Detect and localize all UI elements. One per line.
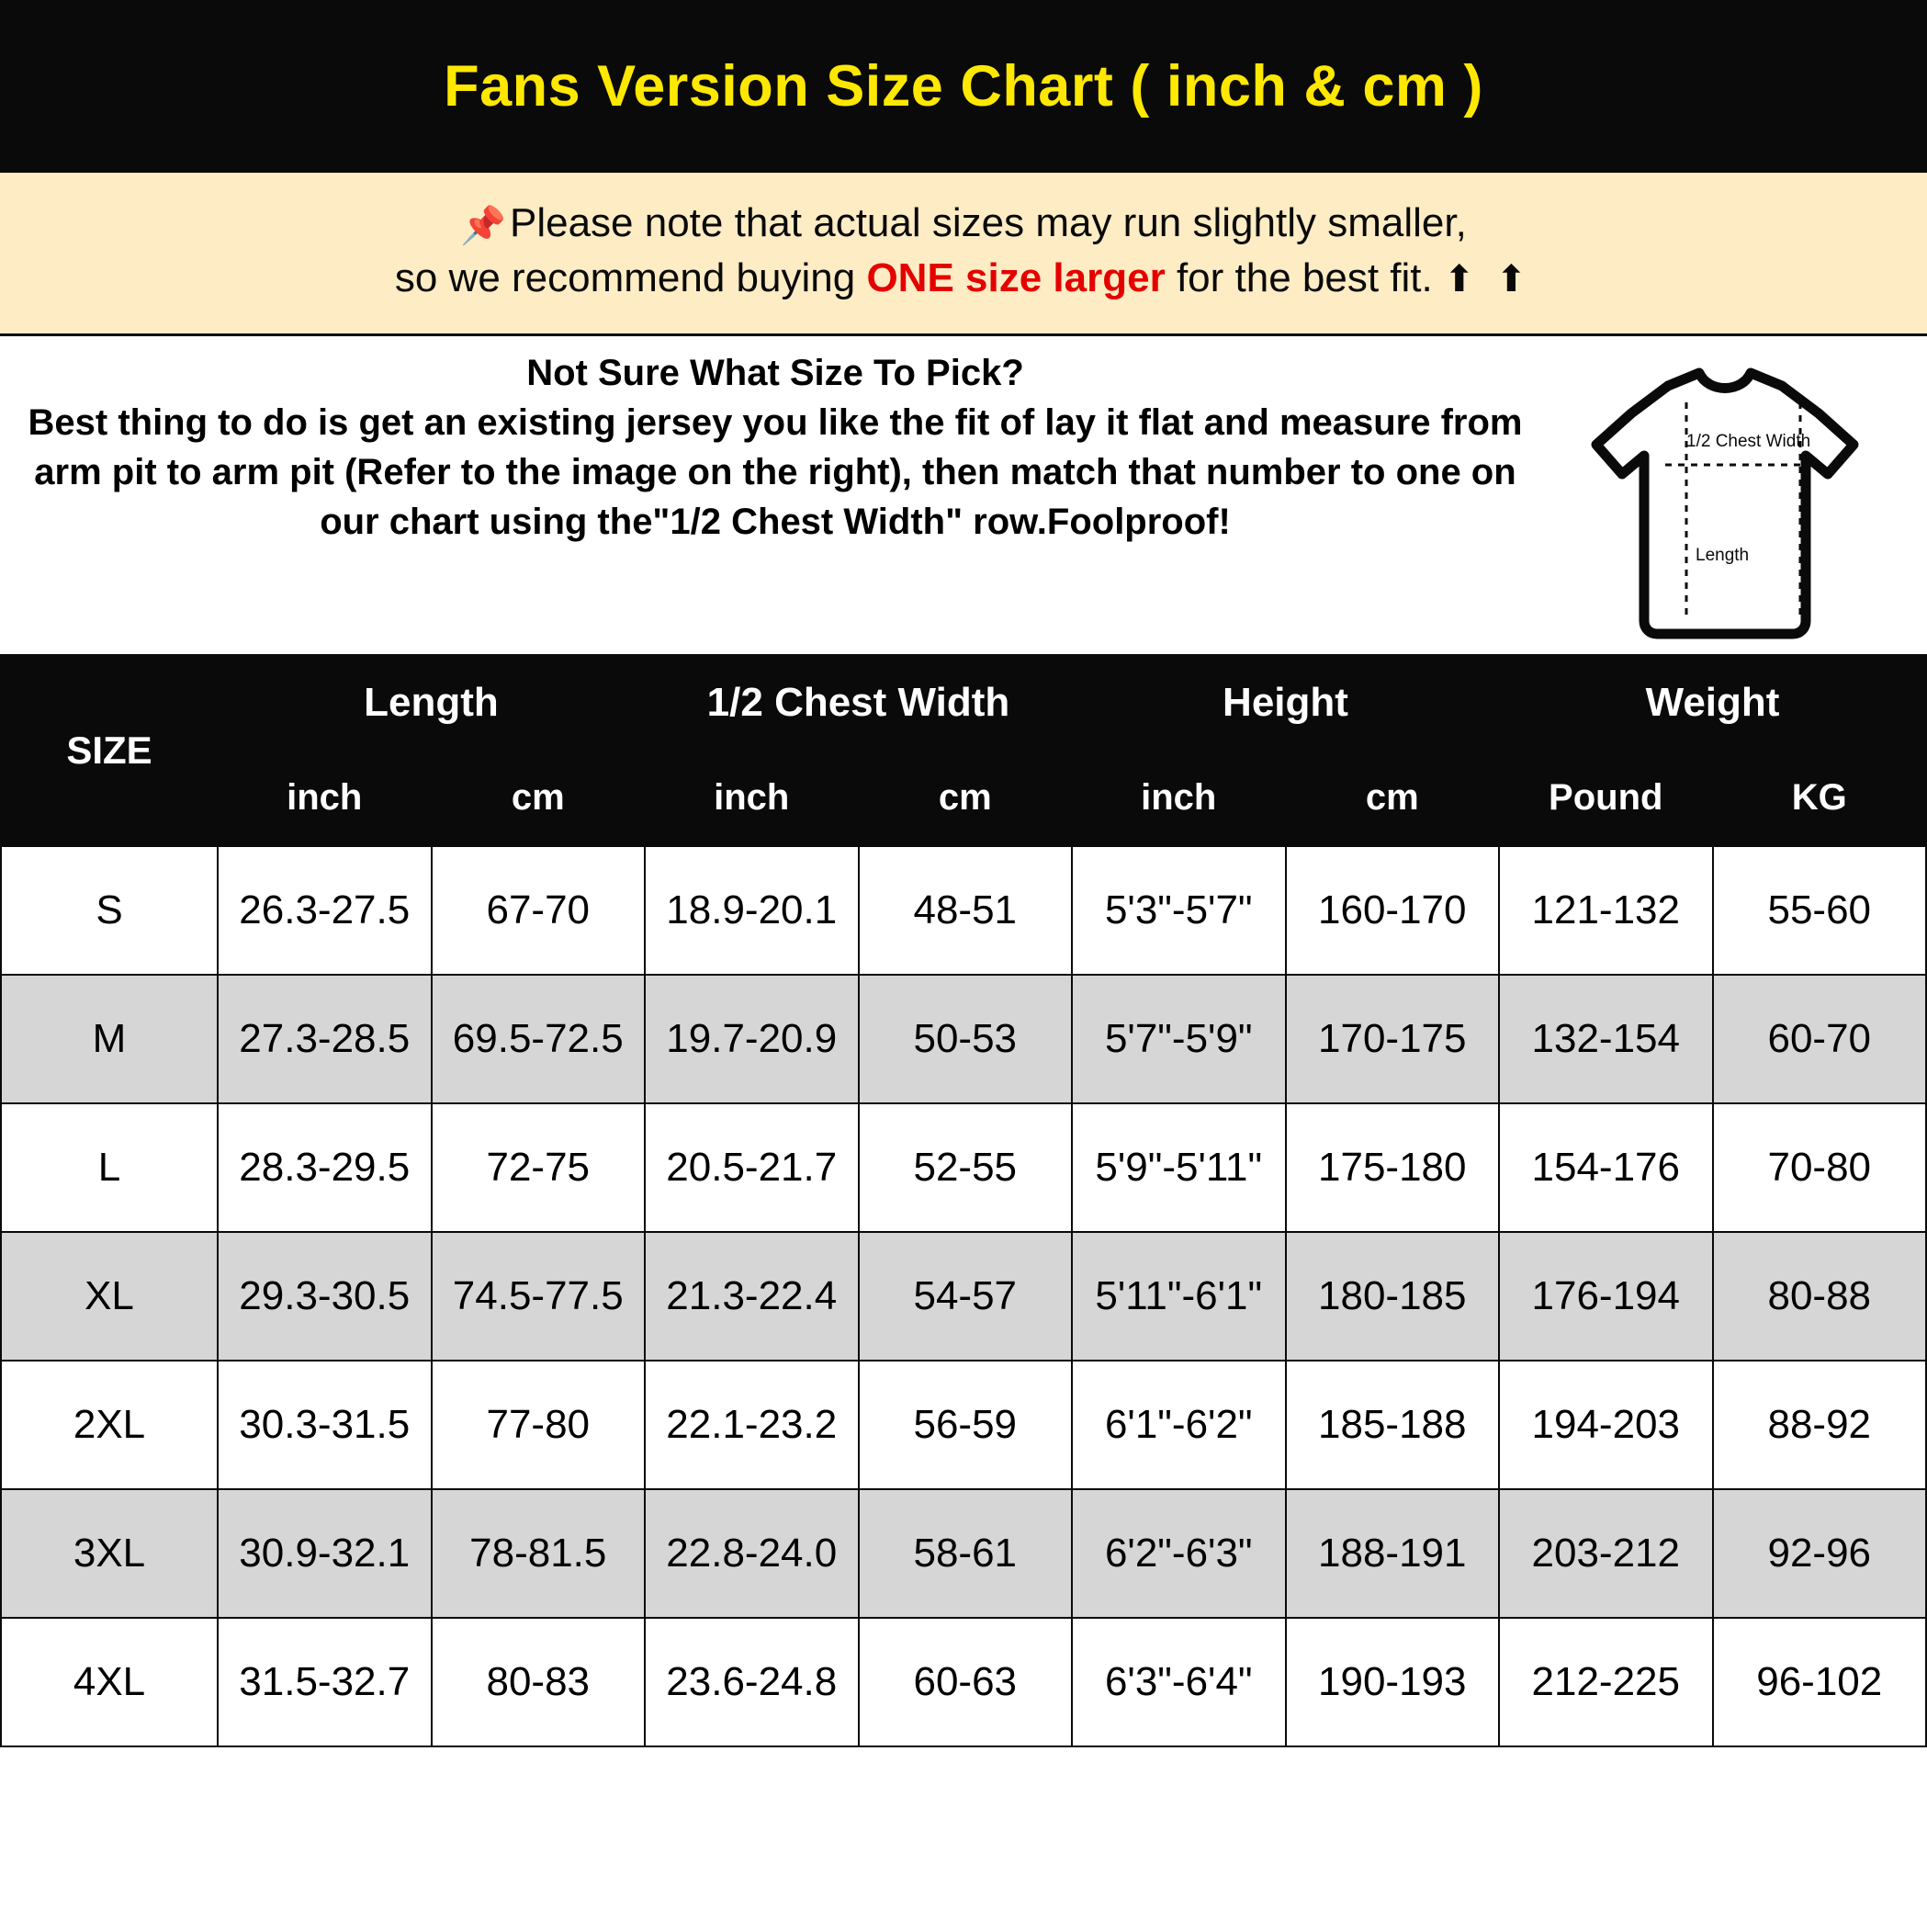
cell-length-inch: 31.5-32.7 bbox=[218, 1618, 432, 1746]
cell-length-inch: 28.3-29.5 bbox=[218, 1103, 432, 1232]
help-heading: Not Sure What Size To Pick? bbox=[526, 352, 1024, 393]
cell-height-inch: 5'7"-5'9" bbox=[1072, 975, 1286, 1103]
header-height-cm: cm bbox=[1286, 751, 1500, 846]
cell-weight-pound: 203-212 bbox=[1499, 1489, 1713, 1618]
cell-length-inch: 27.3-28.5 bbox=[218, 975, 432, 1103]
table-header-row-groups bbox=[1, 655, 1926, 751]
table-header-row-units bbox=[1, 751, 1926, 846]
cell-weight-kg: 96-102 bbox=[1713, 1618, 1927, 1746]
cell-1-2-chest-width-inch: 18.9-20.1 bbox=[645, 846, 859, 975]
header-group-length: Length bbox=[218, 655, 645, 751]
cell-length-cm: 69.5-72.5 bbox=[432, 975, 646, 1103]
cell-weight-pound: 121-132 bbox=[1499, 846, 1713, 975]
cell-1-2-chest-width-inch: 23.6-24.8 bbox=[645, 1618, 859, 1746]
cell-1-2-chest-width-cm: 48-51 bbox=[859, 846, 1073, 975]
table-row bbox=[1, 1103, 1926, 1232]
header-weight-kg: KG bbox=[1713, 751, 1927, 846]
page-title: Fans Version Size Chart ( inch & cm ) bbox=[444, 54, 1483, 119]
cell-weight-kg: 80-88 bbox=[1713, 1232, 1927, 1361]
cell-size: S bbox=[1, 846, 218, 975]
header-height-inch: inch bbox=[1072, 751, 1286, 846]
tshirt-measurement-icon bbox=[1578, 366, 1872, 641]
cell-weight-pound: 176-194 bbox=[1499, 1232, 1713, 1361]
cell-height-cm: 170-175 bbox=[1286, 975, 1500, 1103]
title-bar bbox=[0, 0, 1927, 173]
table-head bbox=[1, 655, 1926, 846]
header-length-cm: cm bbox=[432, 751, 646, 846]
table-row bbox=[1, 1618, 1926, 1746]
cell-weight-pound: 212-225 bbox=[1499, 1618, 1713, 1746]
cell-height-cm: 160-170 bbox=[1286, 846, 1500, 975]
header-length-inch: inch bbox=[218, 751, 432, 846]
cell-size: M bbox=[1, 975, 218, 1103]
cell-weight-kg: 92-96 bbox=[1713, 1489, 1927, 1618]
help-text-block bbox=[9, 353, 1532, 548]
cell-length-inch: 26.3-27.5 bbox=[218, 846, 432, 975]
cell-height-inch: 5'3"-5'7" bbox=[1072, 846, 1286, 975]
size-chart-table bbox=[0, 654, 1927, 1747]
help-section bbox=[0, 336, 1927, 654]
note-line-2-prefix: so we recommend buying bbox=[394, 254, 867, 300]
note-highlight: ONE size larger bbox=[866, 254, 1166, 300]
table-row bbox=[1, 1361, 1926, 1489]
cell-1-2-chest-width-cm: 52-55 bbox=[859, 1103, 1073, 1232]
cell-1-2-chest-width-inch: 22.8-24.0 bbox=[645, 1489, 859, 1618]
cell-length-cm: 67-70 bbox=[432, 846, 646, 975]
cell-height-cm: 185-188 bbox=[1286, 1361, 1500, 1489]
table-body bbox=[1, 846, 1926, 1746]
table-row bbox=[1, 1489, 1926, 1618]
cell-height-cm: 188-191 bbox=[1286, 1489, 1500, 1618]
pushpin-icon: 📌 bbox=[460, 206, 506, 246]
cell-height-inch: 5'11"-6'1" bbox=[1072, 1232, 1286, 1361]
cell-size: L bbox=[1, 1103, 218, 1232]
header-size: SIZE bbox=[1, 655, 218, 846]
cell-weight-pound: 154-176 bbox=[1499, 1103, 1713, 1232]
cell-length-cm: 72-75 bbox=[432, 1103, 646, 1232]
cell-length-inch: 29.3-30.5 bbox=[218, 1232, 432, 1361]
cell-size: XL bbox=[1, 1232, 218, 1361]
cell-height-cm: 190-193 bbox=[1286, 1618, 1500, 1746]
cell-size: 4XL bbox=[1, 1618, 218, 1746]
tshirt-diagram-wrap bbox=[1532, 353, 1918, 641]
cell-1-2-chest-width-inch: 19.7-20.9 bbox=[645, 975, 859, 1103]
cell-weight-kg: 70-80 bbox=[1713, 1103, 1927, 1232]
header-chest-cm: cm bbox=[859, 751, 1073, 846]
cell-weight-kg: 88-92 bbox=[1713, 1361, 1927, 1489]
cell-1-2-chest-width-inch: 22.1-23.2 bbox=[645, 1361, 859, 1489]
table-row bbox=[1, 846, 1926, 975]
cell-length-cm: 78-81.5 bbox=[432, 1489, 646, 1618]
cell-weight-kg: 55-60 bbox=[1713, 846, 1927, 975]
header-group-chest: 1/2 Chest Width bbox=[645, 655, 1072, 751]
cell-length-cm: 77-80 bbox=[432, 1361, 646, 1489]
cell-length-inch: 30.9-32.1 bbox=[218, 1489, 432, 1618]
cell-1-2-chest-width-inch: 20.5-21.7 bbox=[645, 1103, 859, 1232]
note-line-2-suffix: for the best fit. bbox=[1165, 254, 1444, 300]
cell-1-2-chest-width-cm: 58-61 bbox=[859, 1489, 1073, 1618]
cell-1-2-chest-width-cm: 60-63 bbox=[859, 1618, 1073, 1746]
cell-weight-pound: 194-203 bbox=[1499, 1361, 1713, 1489]
cell-1-2-chest-width-inch: 21.3-22.4 bbox=[645, 1232, 859, 1361]
up-arrows-icon: ⬆ ⬆ bbox=[1443, 258, 1533, 299]
cell-1-2-chest-width-cm: 56-59 bbox=[859, 1361, 1073, 1489]
header-weight-pound: Pound bbox=[1499, 751, 1713, 846]
cell-length-inch: 30.3-31.5 bbox=[218, 1361, 432, 1489]
cell-height-cm: 175-180 bbox=[1286, 1103, 1500, 1232]
chest-width-label: 1/2 Chest Width bbox=[1686, 431, 1811, 451]
table-row bbox=[1, 975, 1926, 1103]
header-group-weight: Weight bbox=[1499, 655, 1926, 751]
table-row bbox=[1, 1232, 1926, 1361]
cell-size: 3XL bbox=[1, 1489, 218, 1618]
cell-weight-kg: 60-70 bbox=[1713, 975, 1927, 1103]
cell-weight-pound: 132-154 bbox=[1499, 975, 1713, 1103]
cell-height-cm: 180-185 bbox=[1286, 1232, 1500, 1361]
cell-1-2-chest-width-cm: 50-53 bbox=[859, 975, 1073, 1103]
cell-1-2-chest-width-cm: 54-57 bbox=[859, 1232, 1073, 1361]
header-chest-inch: inch bbox=[645, 751, 859, 846]
length-label: Length bbox=[1696, 545, 1750, 565]
note-line-1-text: Please note that actual sizes may run slightly smaller, bbox=[509, 200, 1467, 245]
note-line-2 bbox=[18, 252, 1909, 306]
cell-height-inch: 6'1"-6'2" bbox=[1072, 1361, 1286, 1489]
cell-length-cm: 74.5-77.5 bbox=[432, 1232, 646, 1361]
note-band bbox=[0, 173, 1927, 336]
cell-height-inch: 6'2"-6'3" bbox=[1072, 1489, 1286, 1618]
header-group-height: Height bbox=[1072, 655, 1499, 751]
help-body: Best thing to do is get an existing jersey you like the fit of lay it flat and measure from arm pit to arm pit (Refer to the image on the right), then match that number to one on our chart using the"1/2 Chest Width" row.Foolproof! bbox=[28, 401, 1523, 543]
note-line-1 bbox=[18, 197, 1909, 252]
cell-height-inch: 5'9"-5'11" bbox=[1072, 1103, 1286, 1232]
cell-height-inch: 6'3"-6'4" bbox=[1072, 1618, 1286, 1746]
cell-length-cm: 80-83 bbox=[432, 1618, 646, 1746]
cell-size: 2XL bbox=[1, 1361, 218, 1489]
